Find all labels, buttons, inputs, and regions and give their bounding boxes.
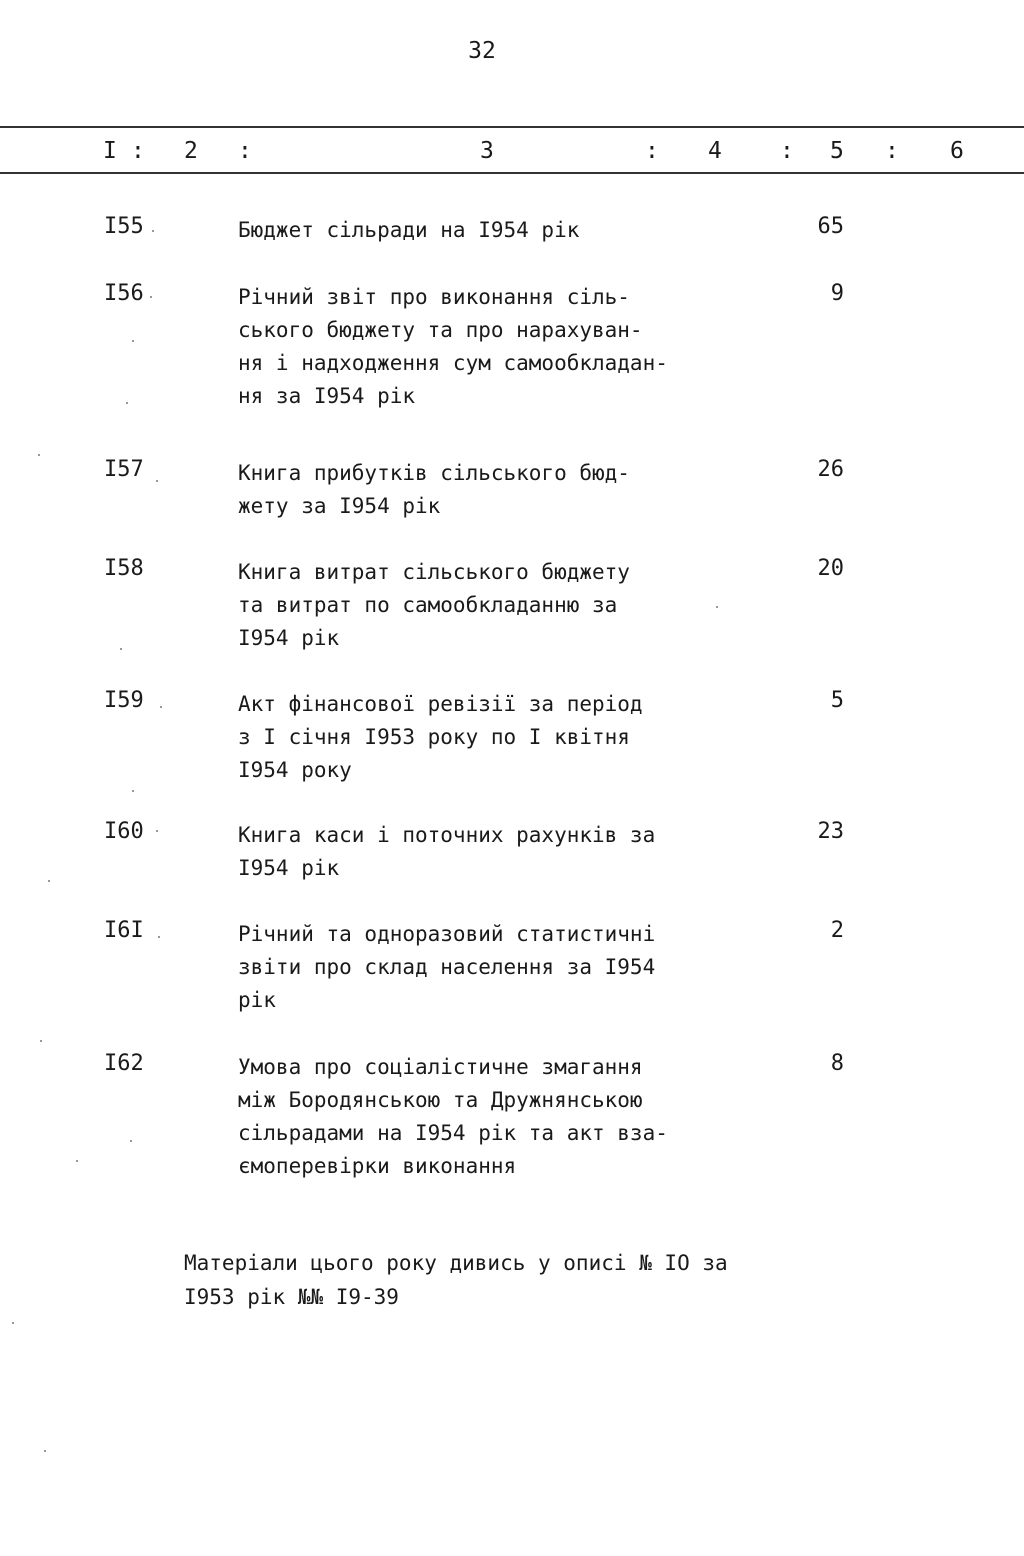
- row-sheet-count: 65: [817, 214, 844, 239]
- scan-speck: [12, 1322, 14, 1324]
- header-rule-bottom: [0, 172, 1024, 174]
- column-separator: :: [780, 138, 794, 164]
- row-title: Бюджет сільради на I954 рік: [238, 218, 580, 242]
- row-sheet-count: 23: [817, 819, 844, 844]
- row-title: Книга прибутків сільського бюд- жету за I954 рік: [238, 461, 630, 518]
- scan-speck: [156, 830, 158, 832]
- row-sheet-count: 8: [830, 1051, 844, 1076]
- row-sheet-count: 2: [830, 918, 844, 943]
- column-header-1: I: [103, 138, 117, 164]
- scan-speck: [76, 1160, 78, 1162]
- column-separator: :: [885, 138, 899, 164]
- column-separator: :: [131, 138, 145, 164]
- row-title: Книга витрат сільського бюджету та витрат по самообкладанню за I954 рік: [238, 560, 630, 650]
- row-title: Річний звіт про виконання сіль- ського бюджету та про нарахуван- ня і надходження сум самообкладан- ня за I954 рік: [238, 285, 668, 408]
- column-header-4: 4: [708, 138, 722, 164]
- scan-speck: [160, 706, 162, 708]
- scan-speck: [150, 296, 152, 298]
- row-number: I56: [104, 281, 144, 306]
- footnote: Матеріали цього року дивись у описі № IO за I953 рік №№ I9-39: [184, 1251, 728, 1309]
- column-header-5: 5: [830, 138, 844, 164]
- row-number: I62: [104, 1051, 144, 1076]
- row-number: I6I: [104, 918, 144, 943]
- column-header-3: 3: [480, 138, 494, 164]
- scan-speck: [40, 1040, 42, 1042]
- scan-speck: [130, 1140, 132, 1142]
- scan-speck: [38, 454, 40, 456]
- scan-speck: [152, 230, 154, 232]
- column-separator: :: [645, 138, 659, 164]
- scan-speck: [158, 936, 160, 938]
- row-number: I57: [104, 457, 144, 482]
- scan-speck: [44, 1450, 46, 1452]
- scan-speck: [132, 790, 134, 792]
- scan-speck: [126, 402, 128, 404]
- row-number: I58: [104, 556, 144, 581]
- row-title: Акт фінансової ревізії за період з I січня I953 року по I квітня I954 року: [238, 692, 643, 782]
- row-title: Умова про соціалістичне змагання між Бородянською та Дружнянською сільрадами на I954 рік та акт вза- ємоперевірки виконання: [238, 1055, 668, 1178]
- column-separator: :: [238, 138, 252, 164]
- column-header-6: 6: [950, 138, 964, 164]
- scan-speck: [48, 880, 50, 882]
- row-title: Книга каси і поточних рахунків за I954 рік: [238, 823, 656, 880]
- page-number: 32: [468, 38, 496, 64]
- row-number: I59: [104, 688, 144, 713]
- row-title: Річний та одноразовий статистичні звіти про склад населення за I954 рік: [238, 922, 656, 1012]
- scan-speck: [156, 480, 158, 482]
- column-header-2: 2: [184, 138, 198, 164]
- row-sheet-count: 5: [830, 688, 844, 713]
- row-number: I55: [104, 214, 144, 239]
- scan-speck: [716, 606, 718, 608]
- header-rule-top: [0, 126, 1024, 128]
- row-sheet-count: 26: [817, 457, 844, 482]
- scan-speck: [120, 648, 122, 650]
- scan-speck: [132, 340, 134, 342]
- row-sheet-count: 20: [817, 556, 844, 581]
- row-number: I60: [104, 819, 144, 844]
- row-sheet-count: 9: [830, 281, 844, 306]
